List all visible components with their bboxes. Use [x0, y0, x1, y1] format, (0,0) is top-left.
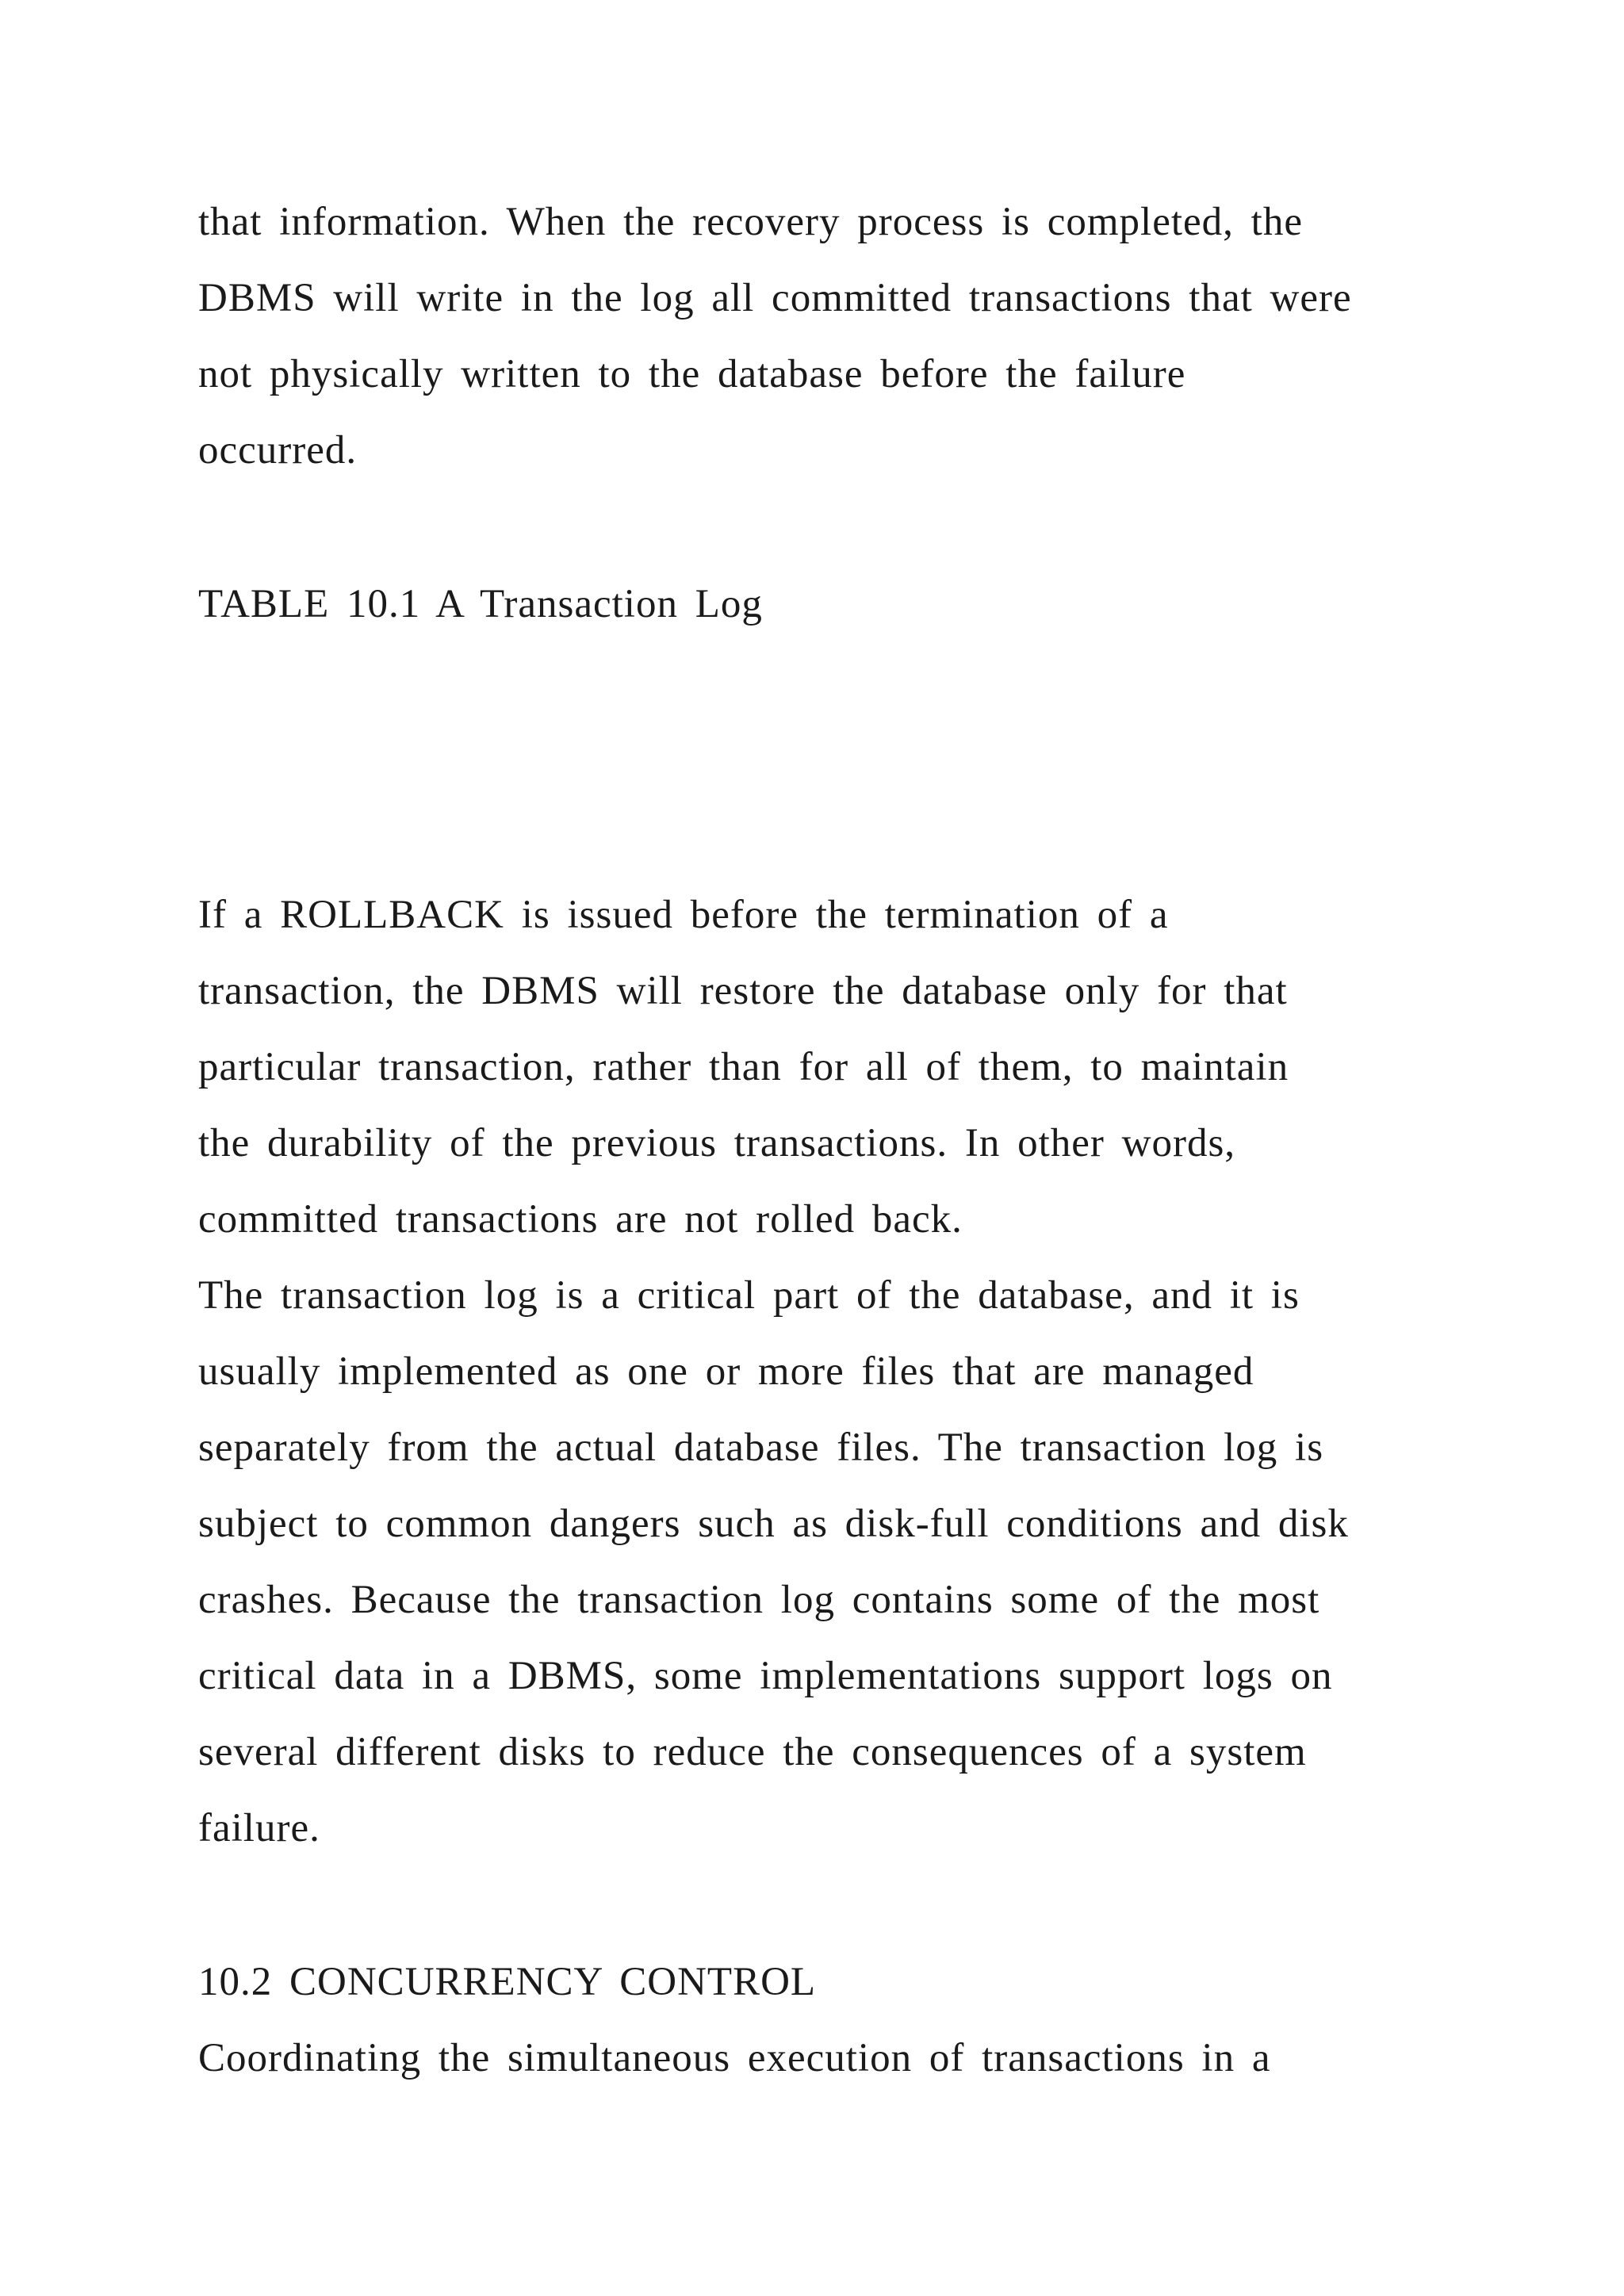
text-line: not physically written to the database before the failure — [198, 352, 1186, 396]
text-line: that information. When the recovery process is completed, the — [198, 200, 1303, 244]
text-line: several different disks to reduce the consequences of a system — [198, 1730, 1307, 1774]
table-caption: TABLE 10.1 A Transaction Log — [198, 582, 763, 626]
text-line: If a ROLLBACK is issued before the termination of a — [198, 893, 1169, 937]
text-line: crashes. Because the transaction log contains some of the most — [198, 1578, 1320, 1622]
text-line: separately from the actual database files. The transaction log is — [198, 1425, 1324, 1470]
text-line: Coordinating the simultaneous execution of transactions in a — [198, 2036, 1271, 2080]
text-line: usually implemented as one or more files that are managed — [198, 1349, 1254, 1394]
text-line: subject to common dangers such as disk-full conditions and disk — [198, 1502, 1349, 1546]
text-line: critical data in a DBMS, some implementations support logs on — [198, 1654, 1333, 1698]
text-line: the durability of the previous transactions. In other words, — [198, 1121, 1236, 1165]
text-line: failure. — [198, 1806, 320, 1850]
section-heading: 10.2 CONCURRENCY CONTROL — [198, 1960, 817, 2004]
text-line: occurred. — [198, 428, 358, 473]
text-line: committed transactions are not rolled back. — [198, 1197, 963, 1242]
text-line: The transaction log is a critical part of the database, and it is — [198, 1273, 1300, 1318]
text-line: transaction, the DBMS will restore the database only for that — [198, 969, 1288, 1013]
text-line: DBMS will write in the log all committed transactions that were — [198, 276, 1352, 320]
text-line: particular transaction, rather than for all of them, to maintain — [198, 1045, 1289, 1089]
